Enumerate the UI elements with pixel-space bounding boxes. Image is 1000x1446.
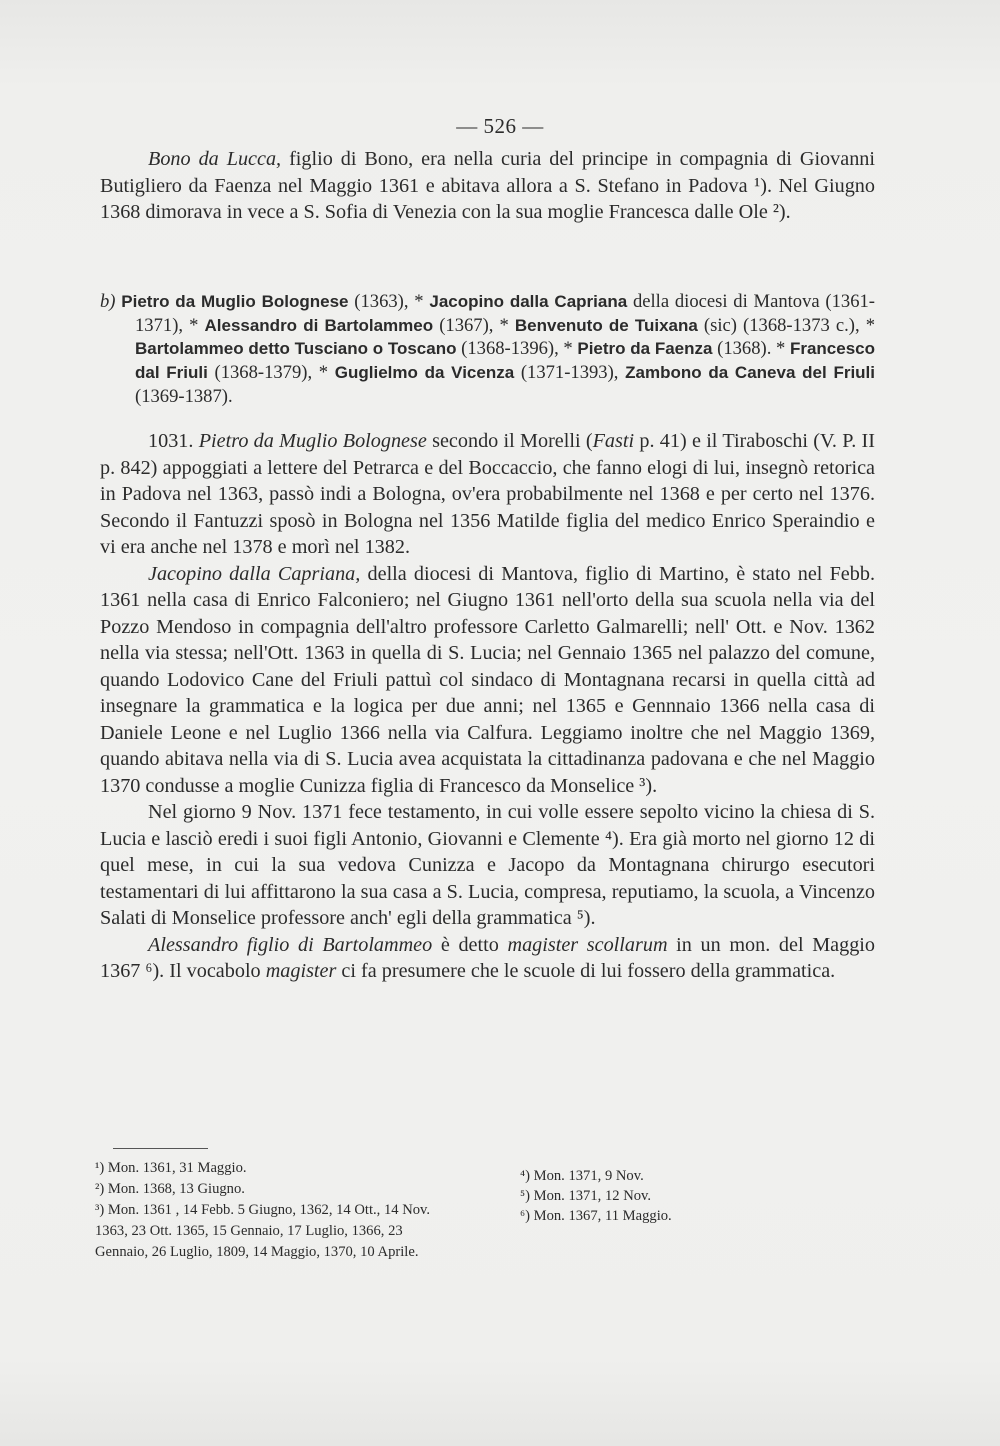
text-1031-b: p. 41) e il Tiraboschi (V. P. II p. 842) appoggiati a lettere del Petrarca e del Boccaccio, che fanno elogi di lui, insegnò retorica in Padova nel 1363, passò indi a Bologna, ov'era probabilmente nel 1368 e per certo nel 1376. Secondo il Fantuzzi sposò in Bologna nel 1356 Matilde figlia del medico Enrico Speraindio e vi era anche nel 1378 e morì nel 1382. bbox=[100, 430, 875, 558]
term-magister: magister bbox=[265, 960, 337, 982]
paragraph-b-list bbox=[100, 290, 875, 409]
list-name: Guglielmo da Vicenza bbox=[334, 363, 515, 383]
list-rest: (1369-1387). bbox=[135, 385, 233, 407]
list-name: Bartolammeo detto Tusciano o Toscano bbox=[135, 339, 457, 359]
list-name: Francesco dal Friuli bbox=[135, 339, 875, 383]
paragraph-1031 bbox=[100, 428, 875, 561]
list-rest: (sic) (1368-1373 c.), * bbox=[697, 314, 875, 336]
list-name: Zambono da Caneva del Friuli bbox=[625, 363, 876, 383]
list-rest: della diocesi di Mantova (1361-1371), * bbox=[135, 291, 875, 336]
list-marker: b) bbox=[100, 291, 116, 312]
footnote-1: ¹) Mon. 1361, 31 Maggio. bbox=[95, 1160, 247, 1176]
text-1031-a: secondo il Morelli ( bbox=[426, 430, 593, 452]
list-name: Jacopino dalla Capriana bbox=[429, 292, 628, 311]
footnote-5: ⁵) Mon. 1371, 12 Nov. bbox=[520, 1188, 652, 1204]
list-rest: (1368-1379), * bbox=[207, 362, 335, 384]
text-bono: figlio di Bono, era nella curia del principe in compagnia di Giovanni Butigliero da Faenza nel Maggio 1361 e abitava allora a S. Stefano in Padova ¹). Nel Giugno 1368 dimorava in vece a S. Sofia di Venezia con la sua moglie Francesca dalle Ole ²). bbox=[100, 148, 875, 223]
list-name: Benvenuto de Tuixana bbox=[514, 315, 698, 335]
footnotes-right-column bbox=[520, 1166, 880, 1226]
section-number: 1031. bbox=[148, 430, 194, 452]
list-rest: (1368-1396), * bbox=[456, 338, 578, 360]
list-rest: (1367), * bbox=[433, 314, 515, 336]
paragraph-bono bbox=[100, 146, 875, 226]
footnote-divider bbox=[113, 1148, 208, 1149]
list-name: Pietro da Faenza bbox=[577, 339, 713, 359]
name-pietro: Pietro da Muglio Bolognese bbox=[198, 430, 427, 452]
list-rest: (1363), * bbox=[348, 291, 430, 312]
name-alessandro: Alessandro figlio di Bartolammeo bbox=[148, 933, 433, 956]
footnote-4: ⁴) Mon. 1371, 9 Nov. bbox=[520, 1168, 644, 1184]
term-magister-scollarum: magister scollarum bbox=[507, 933, 668, 956]
list-rest: (1368). * bbox=[712, 338, 790, 360]
text-alessandro-c: ci fa presumere che le scuole di lui fossero della grammatica. bbox=[336, 960, 836, 982]
main-body bbox=[100, 428, 875, 985]
footnote-6: ⁶) Mon. 1367, 11 Maggio. bbox=[520, 1208, 672, 1224]
text-alessandro-a: è detto bbox=[432, 933, 508, 956]
name-jacopino: Jacopino dalla Capriana, bbox=[148, 562, 361, 585]
footnotes-left-column bbox=[95, 1158, 455, 1263]
list-name: Alessandro di Bartolammeo bbox=[204, 315, 434, 335]
name-bono: Bono da Lucca, bbox=[148, 148, 282, 170]
paragraph-alessandro bbox=[100, 932, 875, 985]
paragraph-testamento: Nel giorno 9 Nov. 1371 fece testamento, in cui volle essere sepolto vicino la chiesa di S. Lucia e lasciò eredi i suoi figli Antonio, Giovanni e Clemente ⁴). Era già morto nel giorno 12 di quel mese, in cui la sua vedova Cunizza e Jacopo da Montagnana chirurgo esecutori testamentari di lui affittarono la sua casa a S. Lucia, compresa, reputiamo, la scuola, a Vincenzo Salati di Monselice professore anch' egli della grammatica ⁵). bbox=[100, 801, 875, 929]
footnote-3: ³) Mon. 1361 , 14 Febb. 5 Giugno, 1362, 14 Ott., 14 Nov. 1363, 23 Ott. 1365, 15 Gennaio, 17 Luglio, 1366, 23 Gennaio, 26 Luglio, 1809, 14 Maggio, 1370, 10 Aprile. bbox=[95, 1202, 431, 1260]
text-jacopino: della diocesi di Mantova, figlio di Martino, è stato nel Febb. 1361 nella casa di Enrico Falconiero; nel Giugno 1361 nell'orto della sua scuola nella via del Pozzo Mendoso in compagnia dell'altro professore Carletto Galmarelli; nell' Ott. e Nov. 1362 nella via stessa; nell'Ott. 1363 in quella di S. Lucia; nel Gennaio 1365 nel palazzo del comune, quando Lodovico Cane del Friuli pattuì col sindaco di Montagnana recarsi in quella città ad insegnare la grammatica e la logica per due anni; nel 1365 e Gennnaio 1366 nella casa di Daniele Leone e nel Luglio 1366 nella via Calfura. Leggiamo inoltre che nel Maggio 1369, quando abitava nella via di S. Lucia avea acquistata la cittadinanza padovana e che nel Maggio 1370 condusse a moglie Cunizza figlia di Francesco da Monselice ³). bbox=[100, 562, 875, 797]
list-rest: (1371-1393), bbox=[514, 362, 626, 384]
page-number: — 526 — bbox=[456, 114, 544, 138]
paragraph-jacopino bbox=[100, 561, 875, 800]
footnote-2: ²) Mon. 1368, 13 Giugno. bbox=[95, 1181, 245, 1197]
list-name: Pietro da Muglio Bolognese bbox=[121, 292, 349, 311]
text-alessandro-b: in un mon. del Maggio 1367 ⁶). Il vocabolo bbox=[100, 933, 876, 982]
fasti-title: Fasti bbox=[592, 430, 635, 452]
